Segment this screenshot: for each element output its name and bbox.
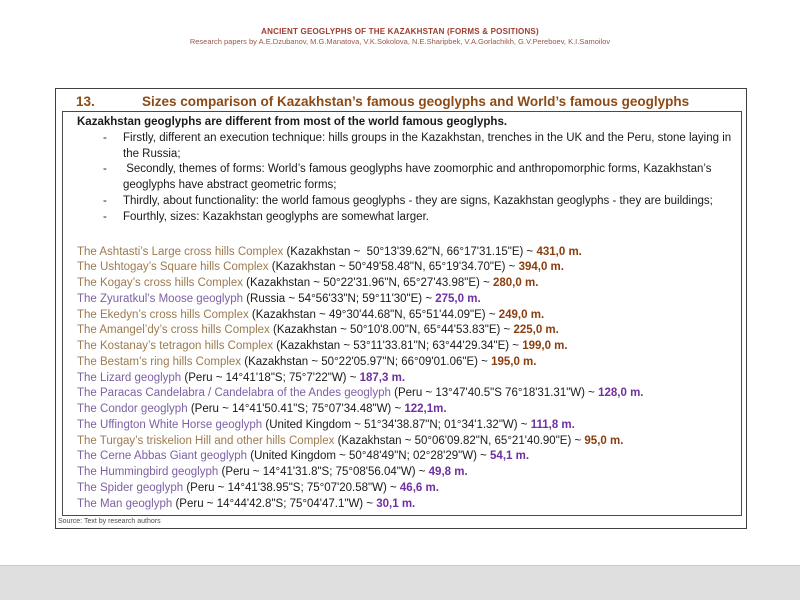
- geoglyph-coordinates: (Kazakhstan ~ 50°06'09.82"N, 65°21'40.90"E) ~: [337, 434, 582, 447]
- geoglyph-coordinates: (Kazakhstan ~ 53°11'33.81"N; 63°44'29.34"E) ~: [276, 340, 519, 353]
- geoglyph-coordinates: (Kazakhstan ~ 50°49'58.48"N, 65°19'34.70"E) ~: [271, 261, 516, 274]
- geoglyph-size: 394,0 m.: [518, 261, 564, 274]
- geoglyph-name: The Ushtogay’s Square hills Complex: [77, 261, 269, 274]
- geoglyph-coordinates: (Kazakhstan ~ 50°10'8.00"N, 65°44'53.83"E) ~: [273, 324, 511, 337]
- geoglyph-name: The Lizard geoglyph: [77, 371, 182, 384]
- geoglyph-coordinates: (Peru ~ 14°44'42.8"S; 75°04'47.1"W) ~: [175, 497, 374, 510]
- geoglyph-size: 122,1m.: [404, 403, 447, 416]
- geoglyph-name: The Man geoglyph: [77, 497, 173, 510]
- geoglyph-name: The Spider geoglyph: [77, 481, 184, 494]
- geoglyph-entry: [77, 465, 735, 481]
- geoglyph-name: The Hummingbird geoglyph: [77, 466, 219, 479]
- geoglyph-name: The Condor geoglyph: [77, 403, 188, 416]
- geoglyph-coordinates: (Peru ~ 14°41'18"S; 75°7'22"W) ~: [184, 371, 357, 384]
- geoglyph-coordinates: (Russia ~ 54°56'33"N; 59°11'30"E) ~: [246, 292, 433, 305]
- bullet-dash: -: [103, 194, 107, 207]
- geoglyph-size: 95,0 m.: [584, 434, 624, 447]
- geoglyph-entry: [77, 371, 735, 387]
- viewer-bottom-band: [0, 565, 800, 600]
- geoglyph-coordinates: (Peru ~ 14°41'31.8"S; 75°08'56.04"W) ~: [221, 466, 426, 479]
- geoglyph-size: 49,8 m.: [428, 466, 468, 479]
- geoglyph-entry: [77, 386, 735, 402]
- geoglyph-list: [77, 245, 735, 513]
- geoglyph-size: 225,0 m.: [513, 324, 559, 337]
- geoglyph-name: The Ashtasti’s Large cross hills Complex: [77, 245, 284, 258]
- geoglyph-size: 249,0 m.: [498, 308, 545, 321]
- bullet-text: Thirdly, about functionality: the world famous geoglyphs - they are signs, Kazakhstan geoglyphs - they are buildings;: [123, 194, 713, 207]
- bullet-dash: -: [103, 131, 107, 144]
- geoglyph-size: 54,1 m.: [490, 450, 530, 463]
- bullet-item: [99, 194, 735, 210]
- geoglyph-entry: [77, 339, 735, 355]
- geoglyph-entry: [77, 292, 735, 308]
- geoglyph-coordinates: (Kazakhstan ~ 50°13'39.62"N, 66°17'31.15"E) ~: [286, 245, 534, 258]
- geoglyph-size: 431,0 m.: [536, 245, 582, 258]
- geoglyph-entry: [77, 355, 735, 371]
- slide-title: Sizes comparison of Kazakhstan’s famous geoglyphs and World’s famous geoglyphs: [142, 94, 690, 109]
- intro-heading: Kazakhstan geoglyphs are different from most of the world famous geoglyphs.: [77, 116, 508, 128]
- geoglyph-coordinates: (Kazakhstan ~ 49°30'44.68"N, 65°51'44.09"E) ~: [251, 308, 496, 321]
- geoglyph-coordinates: (United Kingdom ~ 50°48'49"N; 02°28'29"W) ~: [250, 450, 487, 463]
- geoglyph-coordinates: (Peru ~ 14°41'50.41"S; 75°07'34.48"W) ~: [190, 403, 402, 416]
- geoglyph-size: 275,0 m.: [435, 292, 481, 305]
- geoglyph-name: The Kostanay’s tetragon hills Complex: [77, 340, 274, 353]
- geoglyph-name: The Paracas Candelabra / Candelabra of the Andes geoglyph: [77, 387, 391, 400]
- geoglyph-entry: [77, 418, 735, 434]
- geoglyph-coordinates: (Peru ~ 13°47'40.5"S 76°18'31.31"W) ~: [394, 387, 595, 400]
- geoglyph-size: 128,0 m.: [598, 387, 644, 400]
- source-note: Source: Text by research authors: [58, 518, 161, 526]
- content-box: [62, 111, 742, 516]
- geoglyph-entry: [77, 402, 735, 418]
- geoglyph-size: 30,1 m.: [376, 497, 416, 510]
- geoglyph-coordinates: (United Kingdom ~ 51°34'38.87"N; 01°34'1.32"W) ~: [265, 418, 528, 431]
- geoglyph-name: The Zyuratkul’s Moose geoglyph: [77, 292, 243, 305]
- geoglyph-entry: [77, 434, 735, 450]
- bullet-item: [99, 210, 735, 226]
- geoglyph-name: The Turgay’s triskelion Hill and other hills Complex: [77, 434, 335, 447]
- bullet-text: Secondly, themes of forms: World’s famous geoglyphs have zoomorphic and anthropomorphic forms, Kazakhstan’s geoglyphs have abstract geometric forms;: [123, 163, 718, 192]
- geoglyph-entry: [77, 497, 735, 513]
- geoglyph-coordinates: (Peru ~ 14°41'38.95"S; 75°07'20.58"W) ~: [186, 481, 397, 494]
- geoglyph-entry: [77, 449, 735, 465]
- bullet-dash: -: [103, 210, 107, 223]
- bullet-item: [99, 162, 735, 194]
- geoglyph-name: The Kogay’s cross hills Complex: [77, 277, 243, 290]
- geoglyph-entry: [77, 276, 735, 292]
- document-byline: Research papers by A.E.Dzubanov, M.G.Manatova, V.K.Sokolova, N.E.Sharipbek, V.A.Gorlachikh, G.V.Pereboev, K.I.Samoilov: [189, 37, 611, 46]
- geoglyph-size: 187,3 m.: [359, 371, 406, 384]
- geoglyph-coordinates: (Kazakhstan ~ 50°22'31.96"N, 65°27'43.98"E) ~: [246, 277, 490, 290]
- geoglyph-name: The Ekedyn’s cross hills Complex: [77, 308, 249, 321]
- document-header: [0, 27, 800, 47]
- geoglyph-entry: [77, 323, 735, 339]
- geoglyph-coordinates: (Kazakhstan ~ 50°22'05.97"N; 66°09'01.06"E) ~: [244, 355, 488, 368]
- geoglyph-size: 280,0 m.: [493, 277, 539, 290]
- geoglyph-entry: [77, 245, 735, 261]
- geoglyph-entry: [77, 308, 735, 324]
- geoglyph-entry: [77, 481, 735, 497]
- bullet-text: Firstly, different an execution technique: hills groups in the Kazakhstan, trenches in the UK and the Peru, stone laying in the Russia;: [123, 131, 735, 160]
- geoglyph-entry: [77, 260, 735, 276]
- document-title: ANCIENT GEOGLYPHS OF THE KAZAKHSTAN (FORMS & POSITIONS): [261, 27, 539, 36]
- geoglyph-name: The Amangel’dy’s cross hills Complex: [77, 324, 270, 337]
- geoglyph-size: 195,0 m.: [491, 355, 537, 368]
- slide-title-row: [56, 89, 746, 111]
- bullet-dash: -: [103, 163, 107, 176]
- slide-number: 13.: [76, 94, 95, 109]
- geoglyph-size: 111,8 m.: [530, 418, 575, 431]
- geoglyph-name: The Cerne Abbas Giant geoglyph: [77, 450, 248, 463]
- geoglyph-size: 199,0 m.: [522, 340, 568, 353]
- geoglyph-name: The Bestam’s ring hills Complex: [77, 355, 242, 368]
- geoglyph-size: 46,6 m.: [399, 481, 439, 494]
- bullet-text: Fourthly, sizes: Kazakhstan geoglyphs are somewhat larger.: [123, 210, 429, 223]
- slide-frame: [55, 88, 747, 529]
- geoglyph-name: The Uffington White Horse geoglyph: [77, 418, 263, 431]
- bullet-list: [99, 131, 735, 226]
- bullet-item: [99, 131, 735, 163]
